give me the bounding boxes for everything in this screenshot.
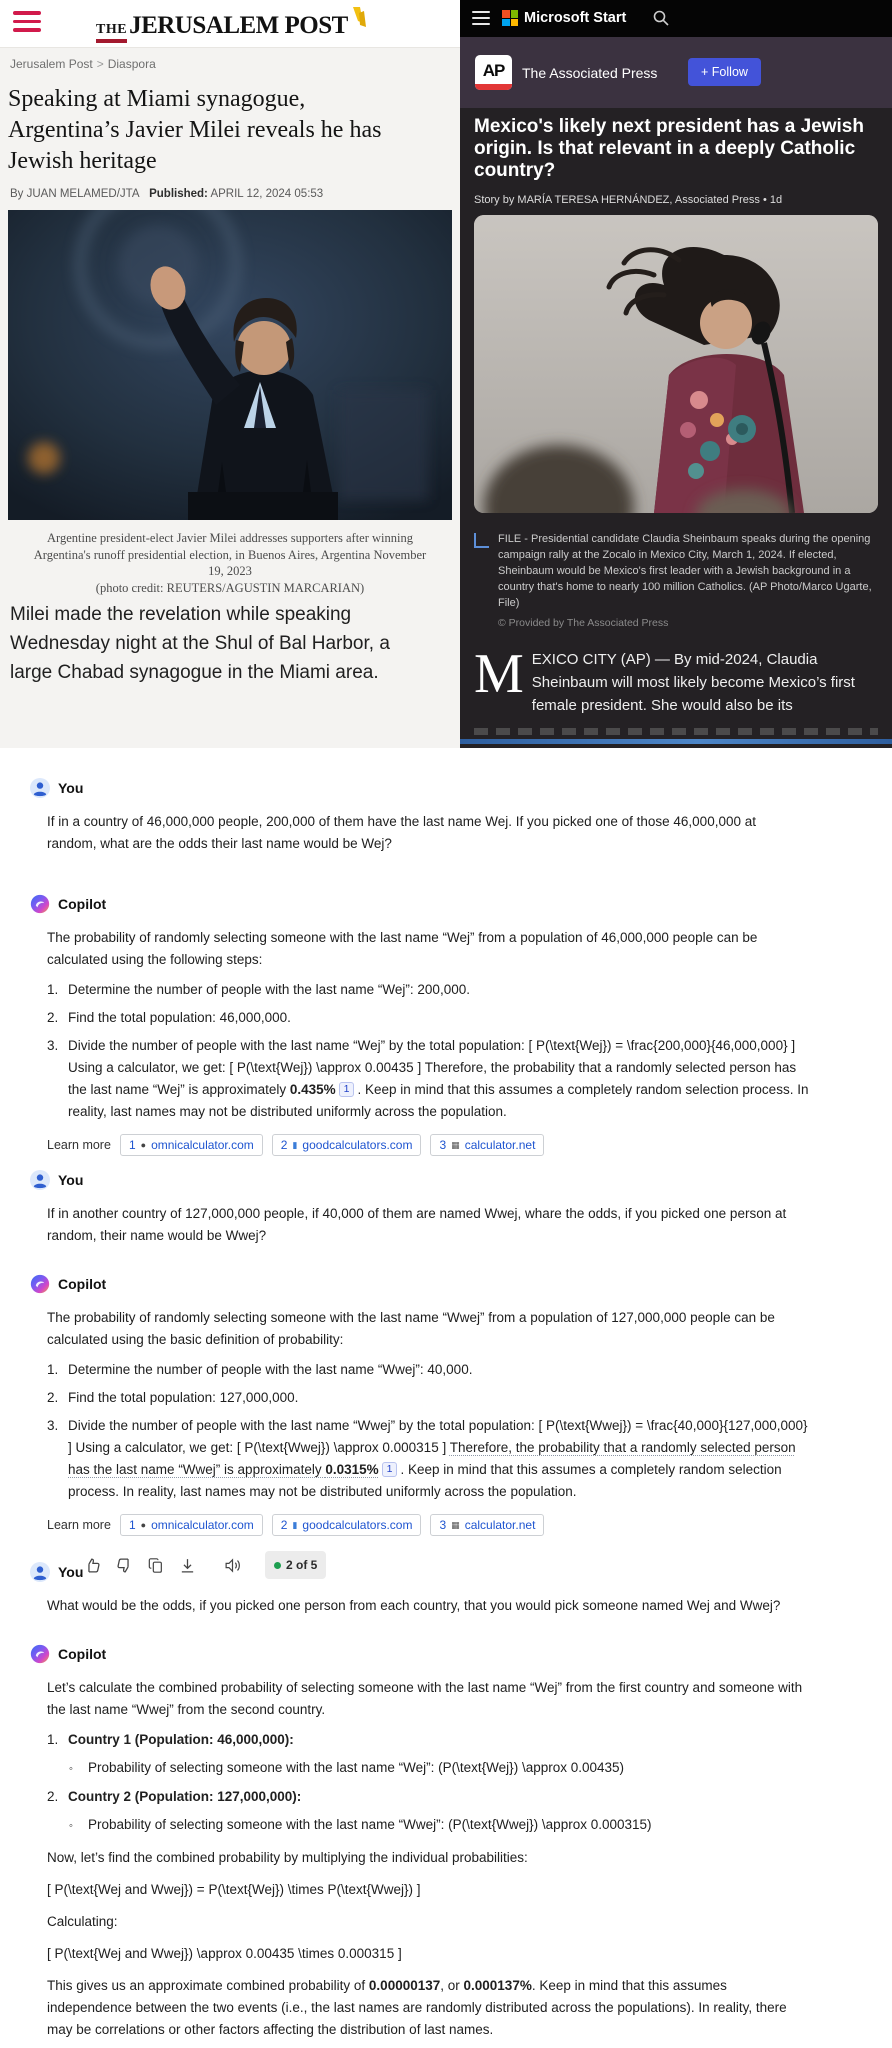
user-avatar-icon (30, 778, 50, 798)
ms-story-byline: Story by MARÍA TERESA HERNÁNDEZ, Associated Press • 1d (474, 194, 783, 206)
copilot-avatar-icon (30, 894, 50, 914)
plus-icon: + (701, 65, 709, 79)
sender-name: You (58, 1564, 84, 1580)
ms-body-text: EXICO CITY (AP) — By mid-2024, Claudia Sheinbaum will most likely become Mexico’s first female president. She would also be its (531, 651, 855, 714)
favicon-icon: ▮ (292, 1519, 298, 1530)
microsoft-start-panel (460, 0, 892, 748)
user-message (30, 1170, 830, 1247)
favicon-icon: ▮ (292, 1139, 298, 1150)
app-title[interactable]: Microsoft Start (524, 10, 627, 26)
publisher-row (460, 37, 892, 108)
answer-paragraph: Now, let’s find the combined probability by multiplying the individual probabilities: (47, 1850, 528, 1865)
jerusalem-post-panel (0, 0, 460, 748)
list-item: 2. Find the total population: 127,000,000. (47, 1390, 299, 1405)
favicon-icon: ▦ (451, 1139, 460, 1150)
answer-intro: The probability of randomly selecting someone with the last name “Wej” from a population of 46,000,000 people can be calculated using the following steps: (47, 930, 758, 967)
photo-credit: (photo credit: REUTERS/AGUSTIN MARCARIAN) (95, 580, 365, 595)
answer-conclusion: This gives us an approximate combined probability of 0.00000137, or 0.000137%. Keep in mind that this assumes independence between the two events (i.e., the last names are randomly distributed across the populations). In reality, there may be correlations or other factors affecting the distribution of last names. (47, 1978, 787, 2037)
menu-icon[interactable] (13, 11, 41, 33)
jpost-logo[interactable] (96, 7, 366, 43)
ms-photo-caption: FILE - Presidential candidate Claudia Sheinbaum speaks during the opening campaign rally at the Zocalo in Mexico City, March 1, 2024. If elected, Sheinbaum would be Mexico's first leader with a Jewish background in a country that's home to nearly 100 million Catholics. (AP Photo/Marco Ugarte, File) (498, 533, 872, 609)
sender-name: Copilot (58, 1646, 107, 1662)
user-message (30, 1562, 830, 1617)
breadcrumb-site[interactable]: Jerusalem Post (10, 57, 93, 71)
source-chip[interactable]: 3 ▦ calculator.net (430, 1514, 544, 1536)
ap-logo-text: AP (482, 60, 505, 80)
list-item: 3. Divide the number of people with the last name “Wej” by the total population: [ P(\text{Wej}) = \frac{200,000}{46,000,000} ] Using a calculator, we get: [ P(\text{Wej}) \approx 0.00435 ] Therefore, the probability that a randomly selected person has the last name “Wej” is approximately 0.435% 1 . Keep in mind that this assumes a completely random selection process. In reality, last names may not be distributed uniformly across the population. (47, 1038, 809, 1119)
progress-bar (460, 739, 892, 744)
sender-name: You (58, 1172, 84, 1188)
message-text: If in a country of 46,000,000 people, 200,000 of them have the last name Wej. If you picked one of those 46,000,000 at random, what are the odds their last name would be Wej? (47, 814, 756, 851)
sub-list-item: ◦ Probability of selecting someone with the last name “Wej”: (P(\text{Wej}) \approx 0.00435) (69, 1760, 625, 1775)
result-value: 0.00000137 (368, 1978, 441, 1993)
result-value: 0.435% (289, 1082, 336, 1097)
formula-line: [ P(\text{Wej and Wwej}) = P(\text{Wej}) \times P(\text{Wwej}) ] (47, 1882, 421, 1897)
answer-paragraph: Calculating: (47, 1914, 118, 1929)
favicon-icon: ▦ (451, 1519, 460, 1530)
ms-caption-row (474, 531, 878, 611)
article-headline: Speaking at Miami synagogue, Argentina’s Javier Milei reveals he has Jewish heritage (8, 86, 382, 174)
response-pager[interactable]: 2 of 5 (265, 1551, 326, 1579)
source-chip[interactable]: 2 ▮ goodcalculators.com (272, 1514, 422, 1536)
favicon-icon: ● (140, 1139, 147, 1150)
citation-chip[interactable]: 1 (382, 1462, 398, 1477)
learn-more-label: Learn more (47, 1138, 111, 1152)
milei-photo (8, 210, 452, 520)
message-text: If in another country of 127,000,000 people, if 40,000 of them are named Wwej, whare the odds, if you picked one person at random, their name would be Wwej? (47, 1206, 787, 1243)
list-item: 1. Country 1 (Population: 46,000,000): (47, 1732, 294, 1747)
breadcrumb-separator: > (96, 57, 104, 71)
sender-name: Copilot (58, 1276, 107, 1292)
copilot-message (30, 1274, 830, 1579)
microsoft-logo-icon (502, 10, 518, 26)
highlighted-text: Therefore, the probability that a randomly selected person has the last name “Wwej” is approximately 0.0315% (68, 1440, 796, 1477)
copilot-message (30, 894, 830, 1156)
article-byline (10, 188, 323, 200)
published-value: APRIL 12, 2024 05:53 (210, 188, 324, 200)
learn-more-label: Learn more (47, 1518, 111, 1532)
answer-intro: The probability of randomly selecting someone with the last name “Wwej” from a population of 127,000,000 people can be calculated using the basic definition of probability: (47, 1310, 775, 1347)
published-label: Published: (149, 188, 208, 200)
source-chip[interactable]: 3 ▦ calculator.net (430, 1134, 544, 1156)
ms-article-body (474, 648, 878, 734)
formula-line: [ P(\text{Wej and Wwej}) \approx 0.00435 \times 0.000315 ] (47, 1946, 402, 1961)
result-value: 0.000137% (463, 1978, 532, 1993)
drop-cap: M (474, 648, 524, 705)
clipped-text-line (474, 728, 878, 735)
sender-name: You (58, 780, 84, 796)
ms-photo-credit: © Provided by The Associated Press (498, 617, 669, 629)
photo-caption-text: Argentine president-elect Javier Milei addresses supporters after winning Argentina's runoff presidential election, in Buenos Aires, Argentina November 19, 2023 (33, 531, 427, 578)
list-item: 1. Determine the number of people with the last name “Wwej”: 40,000. (47, 1362, 473, 1377)
copilot-avatar-icon (30, 1274, 50, 1294)
corner-bracket-icon (474, 533, 489, 548)
source-chip[interactable]: 2 ▮ goodcalculators.com (272, 1134, 422, 1156)
article-lede: Milei made the revelation while speaking Wednesday night at the Shul of Bal Harbor, a large Chabad synagogue in the Miami area. (10, 604, 390, 683)
learn-more-row (47, 1514, 809, 1536)
message-text: What would be the odds, if you picked one person from each country, that you would pick someone named Wej and Wwej? (47, 1598, 781, 1613)
favicon-icon: ● (140, 1519, 147, 1530)
citation-chip[interactable]: 1 (339, 1082, 355, 1097)
ms-header (460, 0, 892, 37)
learn-more-row (47, 1134, 809, 1156)
menu-icon[interactable] (472, 11, 490, 25)
ms-article-headline: Mexico's likely next president has a Jewish origin. Is that relevant in a deeply Catholic country? (474, 116, 864, 181)
result-value: 0.0315% (325, 1462, 379, 1477)
follow-button[interactable]: + Follow (688, 58, 761, 86)
copilot-avatar-icon (30, 1644, 50, 1664)
breadcrumb (10, 57, 156, 71)
copilot-message (30, 1644, 830, 2041)
yellow-ribbon-icon (350, 7, 366, 33)
jpost-header (0, 0, 460, 48)
jpost-logo-rest: JERUSALEM POST (129, 12, 348, 39)
sheinbaum-photo (474, 215, 878, 513)
list-item: 2. Country 2 (Population: 127,000,000): (47, 1789, 302, 1804)
list-item: 1. Determine the number of people with the last name “Wej”: 200,000. (47, 982, 470, 997)
answer-intro: Let’s calculate the combined probability of selecting someone with the last name “Wej” from the first country and someone with the last name “Wwej” from the second country. (47, 1680, 803, 1717)
breadcrumb-section[interactable]: Diaspora (107, 57, 156, 71)
user-message (30, 778, 830, 855)
publisher-name[interactable]: The Associated Press (522, 64, 658, 81)
copilot-chat (0, 748, 892, 2048)
source-chip[interactable]: 1 ● omnicalculator.com (120, 1514, 263, 1536)
user-avatar-icon (30, 1562, 50, 1582)
list-item: 2. Find the total population: 46,000,000. (47, 1010, 291, 1025)
search-icon[interactable] (653, 10, 669, 26)
sender-name: Copilot (58, 896, 107, 912)
jpost-logo-the: THE (96, 22, 127, 43)
source-chip[interactable]: 1 ● omnicalculator.com (120, 1134, 263, 1156)
photo-caption (30, 530, 430, 596)
byline-author[interactable]: By JUAN MELAMED/JTA (10, 188, 140, 200)
sub-list-item: ◦ Probability of selecting someone with the last name “Wwej”: (P(\text{Wwej}) \approx 0.000315) (69, 1817, 652, 1832)
user-avatar-icon (30, 1170, 50, 1190)
list-item: 3. Divide the number of people with the last name “Wwej” by the total population: [ P(\text{Wwej}) = \frac{40,000}{127,000,000} ] Using a calculator, we get: [ P(\text{Wwej}) \approx 0.000315 ] Therefore, the probability that a randomly selected person has the last name “Wwej” is approximately 0.0315% 1 . Keep in mind that this assumes a completely random selection process. In reality, last names may not be distributed uniformly across the population. (47, 1418, 808, 1499)
ap-logo[interactable] (475, 55, 512, 90)
